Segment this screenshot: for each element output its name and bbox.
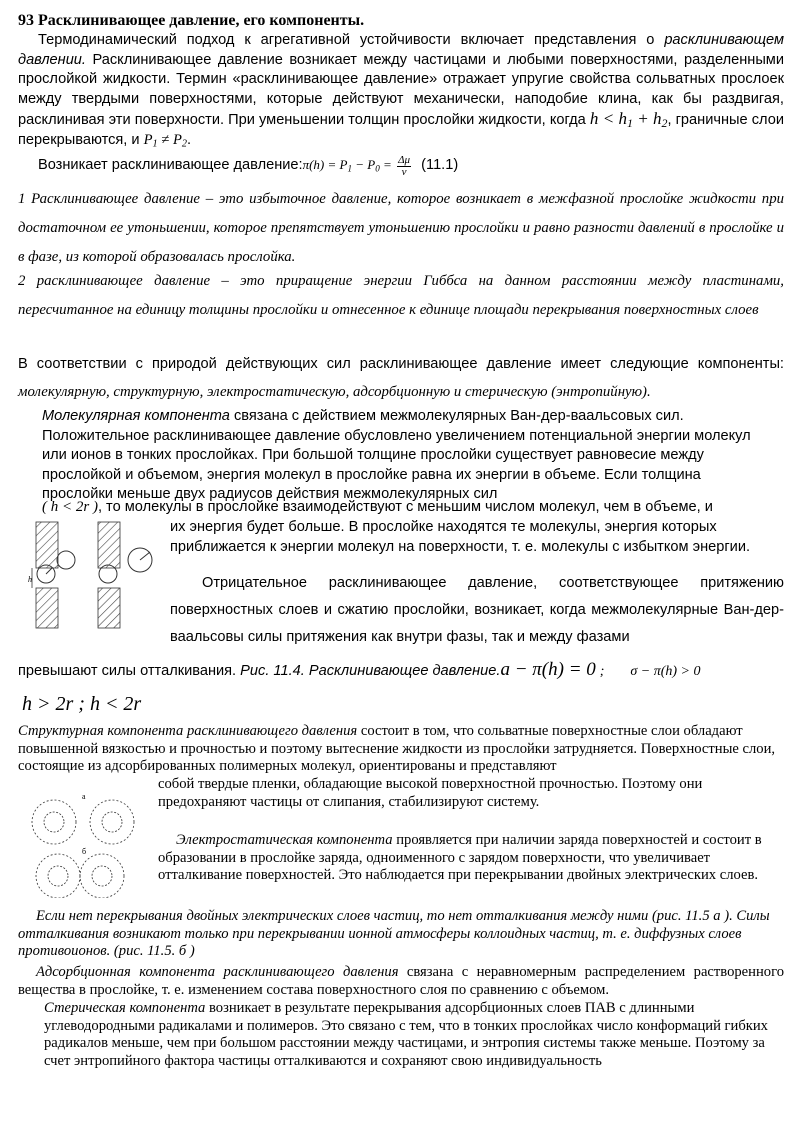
figure-11-5 [22,790,152,898]
molecular-paragraph: Молекулярная компонента связана с действием межмолекулярных Ван-дер-ваальсовых сил. Положительное расклинивающее давление обусловлено увеличением потенциальной энергии молекул или ионов в тонких прослойках. При большой толщине прослойки существует равновесие между прослойкой и объемом, энергия молекул в прослойке равна их энергии в объеме. Если толщина прослойки меньше двух радиусов действия межмолекулярных сил [42,408,751,503]
electrostatic-paragraph: Электростатическая компонента проявляется при наличии заряда поверхностей и состоит в образовании в прослойке заряда, одноименного с зарядом поверхности, что увеличивает отталкивание поверхностей. Это наблюдается при перекрывании двойных электрических слоев. [158,832,762,884]
pressure-inequality: $P_1 \ne P_2$ [143,131,187,150]
svg-text:а: а [82,792,86,801]
figure-caption-line: превышают силы отталкивания. Рис. 11.4. Расклинивающее давление.a − π(h) = 0 ; σ − π(h) > 0 [18,659,701,680]
formula-ref: (11.1) [421,157,459,173]
figure-11-4 [28,518,170,632]
svg-text:h: h [28,575,32,584]
electrostatic-note: Если нет перекрывания двойных электрических слоев частиц, то нет отталкивания между ними (рис. 11.5 а ). Силы отталкивания возникают только при перекрывании ионной атмосферы коллоидных частиц, т. е. диффузных слоев противоионов. (рис. 11.5. б ) [18,908,770,960]
molecular-right-text: их энергия будет больше. В прослойке находятся те молекулы, энергия которых приближается к энергии молекул на поверхности, т. е. молекулы с избытком энергии. [170,519,751,555]
thickness-conditions: h > 2r ; h < 2r [22,693,142,715]
thickness-condition: $h < h_1 + h_2$ [589,109,668,131]
steric-paragraph: Стерическая компонента возникает в результате перекрывания адсорбционных слоев ПАВ с длинными углеводородными радикалами и полимеров. Это связано с тем, что в тонких прослойках число конформаций гибких радикалов меньше, чем при большом расстоянии между частицами, и энтропия системы также меньше. Поэтому за счет энтропийного фактора частицы отталкиваются и сохраняют свою индивидуальность [44,1000,768,1069]
structural-right-text: собой твердые пленки, обладающие высокой поверхностной прочностью. Поэтому они предохраняют частицы от слипания, стабилизируют систему. [158,776,703,810]
components-paragraph: В соответствии с природой действующих сил расклинивающее давление имеет следующие компоненты: молекулярную, структурную, электростатическую, адсорбционную и стерическую (энтропийную). [18,356,784,400]
structural-paragraph: Структурная компонента расклинивающего давления состоит в том, что сольватные поверхностные слои обладают повышенной вязкостью и прочностью и поэтому вытеснение жидкости из прослойки затрудняется. Поверхностные слои, состоящие из адсорбированных полимерных молекул, ориентированы и представляют [18,723,776,775]
molecular-condition-line: ( h < 2r ), то молекулы в прослойке взаимодействуют с меньшим числом молекул, чем в объеме, и [42,499,713,515]
svg-text:б: б [82,847,87,856]
page-title: 93 Расклинивающее давление, его компоненты. [18,12,365,29]
negative-pressure-text: Отрицательное расклинивающее давление, соответствующее притяжению поверхностных слоев и сжатию прослойки, возникает, когда межмолекулярные Ван-дер-ваальсовы силы притяжения как внутри фазы, так и между фазами [170,575,784,645]
adsorption-paragraph: Адсорбционная компонента расклинивающего давления связана с неравномерным распределением растворенного вещества в прослойке, т. е. изменением состава поверхностного слоя по сравнению с объемом. [18,964,784,998]
formula-line: Возникает расклинивающее давление:π(h) = $P_1 - P_0$ = $\frac{\Delta\mu}{v}$ (11.1) [38,153,459,178]
disjoining-pressure-formula: $\pi(h) = P_1 - P_0$ = $\frac{\Delta\mu}{v}$ [302,153,411,178]
intro-paragraph: Термодинамический подход к агрегативной устойчивости включает представления о расклинивающем давлении. Расклинивающее давление возникает между частицами и любыми поверхностями, разделенными прослойкой жидкости. Термин «расклинивающее давление» отражает упругие свойства сольватных прослоек между твердыми поверхностями, которые действуют механически, наподобие клина, как бы раздвигая, расклинивая эти поверхности. При уменьшении толщин прослойки жидкости, когда $h < h_1 + h_2$, граничные слои перекрываются, и $P_1 \ne P_2$. [18,32,784,150]
definition-2: 2 расклинивающее давление – это приращение энергии Гиббса на данном расстоянии между пластинами, пересчитанное на единицу толщины прослойки и отнесенное к единице площади перекрывания поверхностных слоев [18,273,784,318]
definition-1: 1 Расклинивающее давление – это избыточное давление, которое возникает в межфазной прослойке жидкости при достаточном ее утоньшении, которое препятствует утоньшению прослойки и равно разности давлений в прослойке и в фазе, из которой образовалась прослойка. [18,191,784,265]
